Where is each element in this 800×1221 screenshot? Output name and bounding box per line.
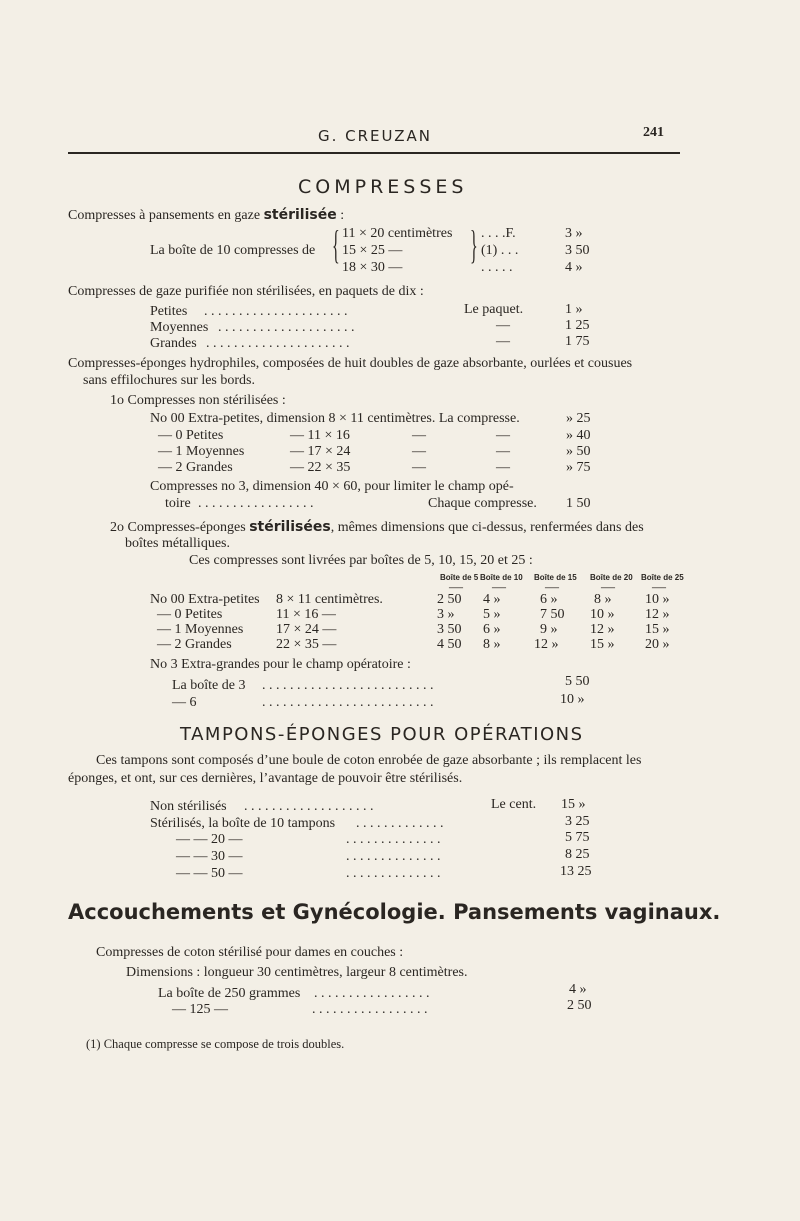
ditto: —: [412, 444, 426, 459]
column-dash: —: [601, 580, 615, 595]
price: 1 »: [565, 302, 583, 317]
price: 1 50: [566, 496, 591, 511]
table-cell: 15 »: [590, 637, 615, 652]
column-header: Boîte de 20: [590, 573, 633, 582]
boite-label: La boîte de 10 compresses de: [150, 243, 316, 258]
leader-dots: . . . . . . . . . . . . . .: [346, 832, 441, 847]
list-item-label: — — 30 —: [176, 849, 243, 864]
leader-dots: . . . . . . . . . . . . .: [356, 816, 444, 831]
subsection-non-sterilisees: 1o Compresses non stérilisées :: [110, 393, 286, 408]
table-row-dim: — 11 × 16: [290, 428, 350, 443]
table-cell: 8 »: [483, 637, 501, 652]
price: 5 75: [565, 830, 590, 845]
table-row-label: — 0 Petites: [157, 607, 223, 622]
price: » 75: [566, 460, 591, 475]
list-item-unit: —: [496, 318, 510, 333]
right-brace: }: [470, 222, 478, 267]
subsection-sterilisees-cont: boîtes métalliques.: [125, 536, 230, 551]
price: 4 »: [565, 260, 583, 275]
size-row-tail: . . . . .: [481, 260, 513, 275]
page-number: 241: [643, 125, 664, 140]
section-title-compresses: COMPRESSES: [298, 176, 468, 198]
table-cell: 3 50: [437, 622, 462, 637]
table-cell: 8 »: [594, 592, 612, 607]
list-item-label: Non stérilisés: [150, 799, 227, 814]
table-cell: 15 »: [645, 622, 670, 637]
table-cell: 9 »: [540, 622, 558, 637]
table-cell: 12 »: [590, 622, 615, 637]
section-title-tampons: TAMPONS-ÉPONGES POUR OPÉRATIONS: [180, 724, 584, 745]
table-cell: 3 »: [437, 607, 455, 622]
list-item-unit: Le paquet.: [464, 302, 524, 317]
price: 3 25: [565, 814, 590, 829]
price: 3 »: [565, 226, 583, 241]
price: » 25: [566, 411, 591, 426]
price: » 50: [566, 444, 591, 459]
table-row-dim: 22 × 35 —: [276, 637, 337, 652]
table-row-label: — 1 Moyennes: [158, 444, 245, 459]
table-row-label: — 2 Grandes: [158, 460, 233, 475]
table-row-label: — 2 Grandes: [157, 637, 232, 652]
leader-dots: . . . . . . . . . . . . . . . . . . . .: [218, 320, 355, 335]
table-row-label: — 0 Petites: [158, 428, 224, 443]
price: 4 »: [569, 982, 587, 997]
list-item-label: Petites: [150, 304, 188, 319]
tampons-paragraph: Ces tampons sont composés d’une boule de coton enrobée de gaze absorbante ; ils remplacent les: [96, 753, 642, 768]
table-cell: 12 »: [534, 637, 559, 652]
price: 3 50: [565, 243, 590, 258]
price: 1 75: [565, 334, 590, 349]
table-cell: 6 »: [483, 622, 501, 637]
list-item-label: Grandes: [150, 336, 197, 351]
price: » 40: [566, 428, 591, 443]
leader-dots: . . . . . . . . . . . . . .: [346, 866, 441, 881]
ditto: —: [412, 428, 426, 443]
column-header: Boîte de 10: [480, 573, 523, 582]
section-title-accouchements: Accouchements et Gynécologie. Pansements vaginaux.: [68, 900, 721, 924]
table-cell: 4 50: [437, 637, 462, 652]
column-header: Boîte de 5: [440, 573, 479, 582]
table-cell: 4 »: [483, 592, 501, 607]
list-item-label: — — 50 —: [176, 866, 243, 881]
table-cell: 2 50: [437, 592, 462, 607]
couches-intro: Compresses de coton stérilisé pour dames en couches :: [96, 945, 404, 960]
running-header-author: G. CREUZAN: [318, 127, 433, 145]
table-row: No 00 Extra-petites, dimension 8 × 11 centimètres. La compresse.: [150, 411, 520, 426]
price: 13 25: [560, 864, 592, 879]
table-cell: 12 »: [645, 607, 670, 622]
table-row-dim: 8 × 11 centimètres.: [276, 592, 383, 607]
size-row: 11 × 20 centimètres: [342, 226, 453, 241]
livrees-line: Ces compresses sont livrées par boîtes de 5, 10, 15, 20 et 25 :: [189, 553, 533, 568]
table-row-dim: — 22 × 35: [290, 460, 351, 475]
table-row-dim: 17 × 24 —: [276, 622, 337, 637]
list-item-label: Moyennes: [150, 320, 209, 335]
price: 15 »: [561, 797, 586, 812]
left-brace: {: [332, 222, 340, 267]
ditto: —: [496, 460, 510, 475]
list-item-unit: —: [496, 334, 510, 349]
leader-dots: . . . . . . . . . . . . . .: [346, 849, 441, 864]
list-item-label: Stérilisés, la boîte de 10 tampons: [150, 816, 336, 831]
column-dash: —: [449, 580, 463, 595]
price: 5 50: [565, 674, 590, 689]
leader-dots: . . . . . . . . . . . . . . . . .: [312, 1002, 428, 1017]
no3-line-cont: toire: [165, 496, 191, 511]
list-item-label: — 6: [172, 695, 197, 710]
price: 8 25: [565, 847, 590, 862]
column-dash: —: [652, 580, 666, 595]
leader-dots: . . . . . . . . . . . . . . . . . . . . . . . . .: [262, 695, 434, 710]
leader-dots: . . . . . . . . . . . . . . . . . . . . . . . . .: [262, 678, 434, 693]
eponges-intro: Compresses-éponges hydrophiles, composées de huit doubles de gaze absorbante, ourlées et cousues: [68, 356, 633, 371]
ditto: —: [496, 444, 510, 459]
table-cell: 20 »: [645, 637, 670, 652]
extra-grandes-line: No 3 Extra-grandes pour le champ opératoire :: [150, 657, 411, 672]
price: 2 50: [567, 998, 592, 1013]
price: 10 »: [560, 692, 585, 707]
eponges-intro-cont: sans effilochures sur les bords.: [83, 373, 255, 388]
footnote: (1) Chaque compresse se compose de trois doubles.: [86, 1037, 345, 1051]
couches-dimensions: Dimensions : longueur 30 centimètres, largeur 8 centimètres.: [126, 965, 468, 980]
leader-dots: . . . . . . . . . . . . . . . . . . . . .: [204, 304, 348, 319]
ditto: —: [412, 460, 426, 475]
price: 1 25: [565, 318, 590, 333]
table-row-label: — 1 Moyennes: [157, 622, 244, 637]
table-row-label: No 00 Extra-petites: [150, 592, 260, 607]
tampons-paragraph-cont: éponges, et ont, sur ces dernières, l’avantage de pouvoir être stérilisés.: [68, 771, 463, 786]
column-dash: —: [492, 580, 506, 595]
list-item-label: La boîte de 3: [172, 678, 246, 693]
table-cell: 5 »: [483, 607, 501, 622]
list-item-label: La boîte de 250 grammes: [158, 986, 301, 1001]
size-row-tail: . . . .F.: [481, 226, 516, 241]
column-header: Boîte de 15: [534, 573, 577, 582]
leader-dots: . . . . . . . . . . . . . . . . .: [198, 496, 314, 511]
compresses-intro: Compresses à pansements en gaze stérilisée :: [68, 207, 345, 223]
leader-dots: . . . . . . . . . . . . . . . . . . . . .: [206, 336, 350, 351]
table-cell: 6 »: [540, 592, 558, 607]
leader-dots: . . . . . . . . . . . . . . . . .: [314, 986, 430, 1001]
size-row: 15 × 25 —: [342, 243, 403, 258]
subsection-sterilisees: 2o Compresses-éponges stérilisées, mêmes dimensions que ci-dessus, renfermées dans des: [110, 519, 644, 535]
list-item-label: — 125 —: [172, 1002, 228, 1017]
size-row-tail: (1) . . .: [481, 243, 519, 258]
list-item-label: — — 20 —: [176, 832, 243, 847]
no3-line: Compresses no 3, dimension 40 × 60, pour limiter le champ opé-: [150, 479, 514, 494]
table-cell: 10 »: [590, 607, 615, 622]
list-item-unit: Le cent.: [491, 797, 537, 812]
table-row-dim: — 17 × 24: [290, 444, 351, 459]
table-cell: 7 50: [540, 607, 565, 622]
size-row: 18 × 30 —: [342, 260, 403, 275]
leader-dots: . . . . . . . . . . . . . . . . . . .: [244, 799, 374, 814]
no3-unit: Chaque compresse.: [428, 496, 537, 511]
column-header: Boîte de 25: [641, 573, 684, 582]
header-rule: [68, 152, 680, 154]
table-row-dim: 11 × 16 —: [276, 607, 336, 622]
column-dash: —: [545, 580, 559, 595]
gaze-purifiee-intro: Compresses de gaze purifiée non stérilisées, en paquets de dix :: [68, 284, 424, 299]
ditto: —: [496, 428, 510, 443]
table-cell: 10 »: [645, 592, 670, 607]
